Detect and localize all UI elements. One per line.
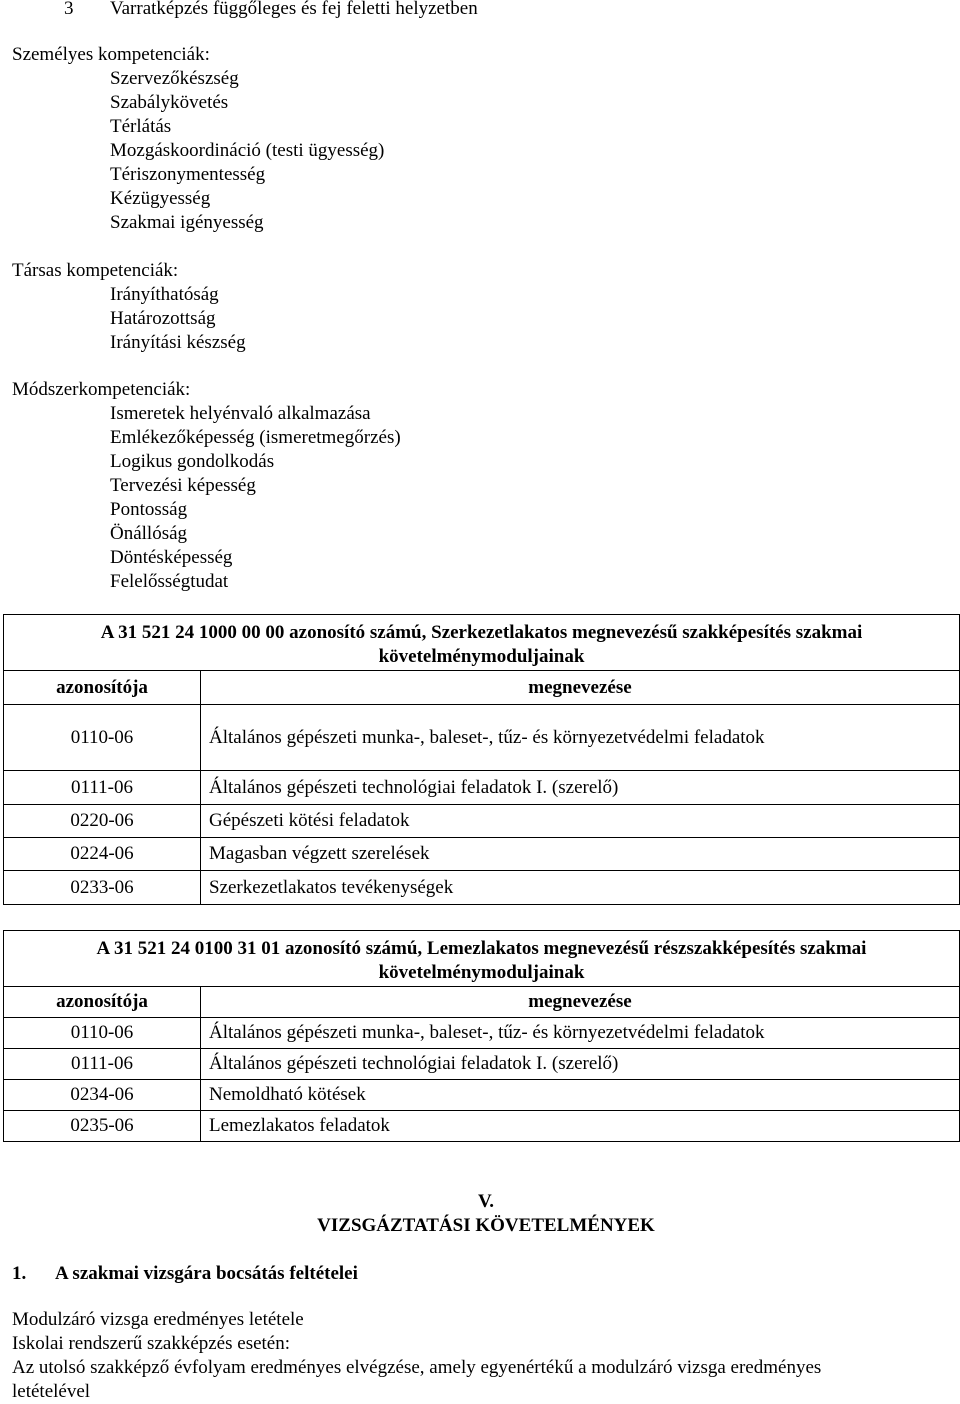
module-code: 0235-06 (4, 1111, 201, 1142)
competency-group-title: Személyes kompetenciák: (12, 44, 210, 65)
module-code: 0234-06 (4, 1080, 201, 1111)
module-name: Általános gépészeti technológiai feladatok I. (szerelő) (201, 1049, 960, 1080)
subsection-number: 1. (12, 1263, 27, 1284)
table-caption: A 31 521 24 1000 00 00 azonosító számú, Szerkezetlakatos megnevezésű szakképesítés szakmai követelménymoduljainak (4, 615, 960, 671)
competency-item: Határozottság (110, 308, 216, 329)
list-item-number: 3 (64, 0, 74, 19)
competency-item: Irányítási készség (110, 332, 246, 353)
module-name: Magasban végzett szerelések (201, 838, 960, 871)
module-table (3, 930, 960, 1142)
table-caption: A 31 521 24 0100 31 01 azonosító számú, Lemezlakatos megnevezésű részszakképesítés szakmai követelménymoduljainak (4, 931, 960, 987)
competency-item: Szakmai igényesség (110, 212, 264, 233)
module-code: 0224-06 (4, 838, 201, 871)
module-code: 0111-06 (4, 771, 201, 805)
column-header-code: azonosítója (4, 987, 201, 1018)
subsection-title: A szakmai vizsgára bocsátás feltételei (55, 1263, 358, 1284)
section-number: V. (477, 1191, 495, 1212)
competency-item: Kézügyesség (110, 188, 211, 209)
competency-group-title: Módszerkompetenciák: (12, 379, 191, 400)
table-row (4, 771, 960, 805)
paragraph: Iskolai rendszerű szakképzés esetén: (12, 1333, 291, 1354)
list-item-text: Varratképzés függőleges és fej feletti helyzetben (110, 0, 478, 19)
competency-item: Irányíthatóság (110, 284, 219, 305)
module-code: 0110-06 (4, 1018, 201, 1049)
competency-item: Szervezőkészség (110, 68, 239, 89)
competency-item: Tervezési képesség (110, 475, 256, 496)
module-code: 0110-06 (4, 705, 201, 771)
table-row (4, 1018, 960, 1049)
module-name: Lemezlakatos feladatok (201, 1111, 960, 1142)
module-name: Általános gépészeti munka-, baleset-, tűz- és környezetvédelmi feladatok (201, 705, 960, 771)
column-header-name: megnevezése (201, 671, 960, 705)
competency-item: Önállóság (110, 523, 188, 544)
paragraph: letételével (12, 1381, 91, 1402)
competency-item: Pontosság (110, 499, 188, 520)
competency-item: Felelősségtudat (110, 571, 229, 592)
section-title: VIZSGÁZTATÁSI KÖVETELMÉNYEK (317, 1215, 655, 1236)
module-code: 0220-06 (4, 805, 201, 838)
table-row (4, 838, 960, 871)
paragraph: Modulzáró vizsga eredményes letétele (12, 1309, 304, 1330)
module-name: Általános gépészeti technológiai feladatok I. (szerelő) (201, 771, 960, 805)
module-name: Nemoldható kötések (201, 1080, 960, 1111)
table-row (4, 871, 960, 905)
competency-item: Tériszonymentesség (110, 164, 266, 185)
table-row (4, 705, 960, 771)
module-code: 0233-06 (4, 871, 201, 905)
table-row (4, 1080, 960, 1111)
paragraph: Az utolsó szakképző évfolyam eredményes elvégzése, amely egyenértékű a modulzáró vizsga eredményes (12, 1357, 822, 1378)
competency-item: Mozgáskoordináció (testi ügyesség) (110, 140, 385, 161)
module-name: Szerkezetlakatos tevékenységek (201, 871, 960, 905)
competency-item: Ismeretek helyénvaló alkalmazása (110, 403, 371, 424)
column-header-name: megnevezése (201, 987, 960, 1018)
module-code: 0111-06 (4, 1049, 201, 1080)
column-header-code: azonosítója (4, 671, 201, 705)
competency-item: Szabálykövetés (110, 92, 229, 113)
module-name: Gépészeti kötési feladatok (201, 805, 960, 838)
competency-group-title: Társas kompetenciák: (12, 260, 179, 281)
competency-item: Logikus gondolkodás (110, 451, 275, 472)
module-table (3, 614, 960, 905)
competency-item: Döntésképesség (110, 547, 233, 568)
table-row (4, 1049, 960, 1080)
module-name: Általános gépészeti munka-, baleset-, tűz- és környezetvédelmi feladatok (201, 1018, 960, 1049)
table-row (4, 1111, 960, 1142)
competency-item: Emlékezőképesség (ismeretmegőrzés) (110, 427, 401, 448)
competency-item: Térlátás (110, 116, 172, 137)
table-row (4, 805, 960, 838)
